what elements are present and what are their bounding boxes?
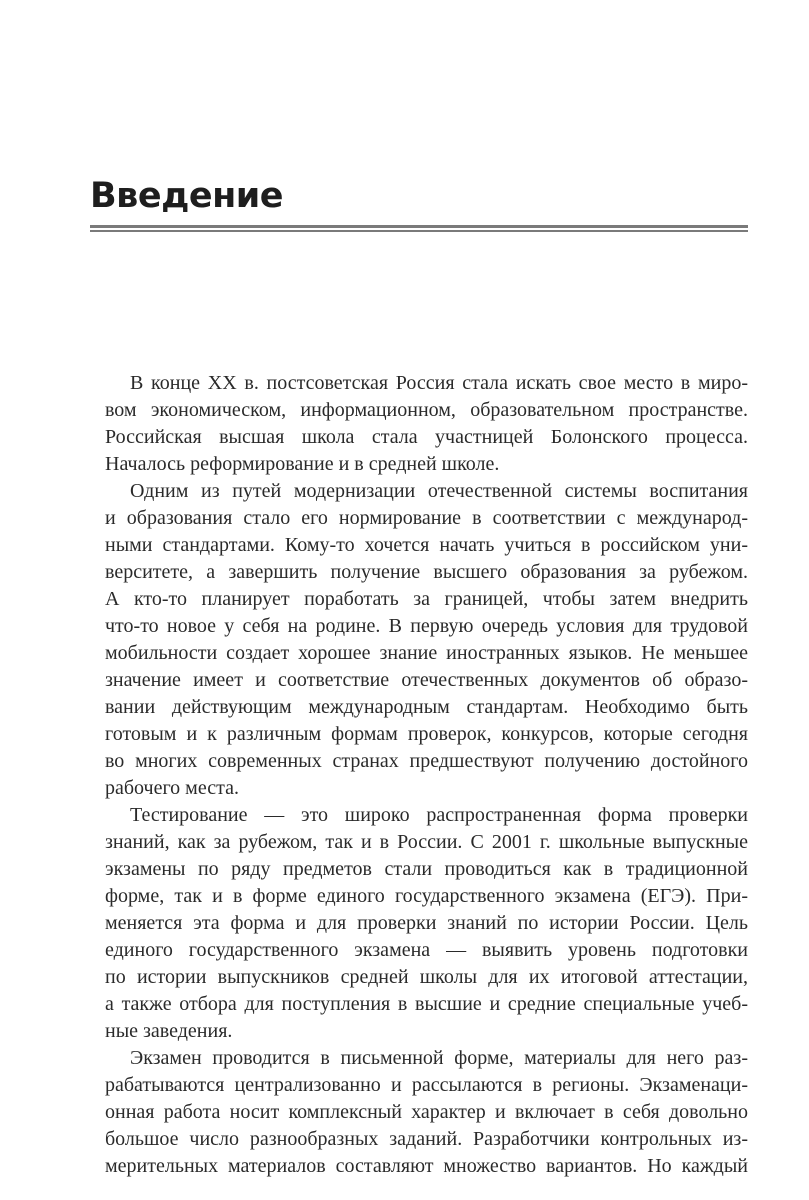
text-line: знаний, как за рубежом, так и в России. С 2001 г. школьные выпускные [105, 831, 748, 853]
text-line: вании действующим международным стандартам. Необходимо быть [105, 696, 748, 718]
text-line: что-то новое у себя на родине. В первую очередь условия для трудовой [105, 615, 748, 637]
text-line: форме, так и в форме единого государственного экзамена (ЕГЭ). При- [105, 885, 748, 907]
title-rule-bottom [90, 230, 748, 232]
text-line: по истории выпускников средней школы для их итоговой аттестации, [105, 966, 748, 988]
body-text [105, 370, 748, 1180]
text-line: меняется эта форма и для проверки знаний по истории России. Цель [105, 912, 748, 934]
text-line: онная работа носит комплексный характер и включает в себя довольно [105, 1101, 748, 1123]
text-line: ными стандартами. Кому-то хочется начать учиться в российском уни- [105, 534, 748, 556]
text-line: А кто-то планирует поработать за границей, чтобы затем внедрить [105, 588, 748, 610]
text-line: Началось реформирование и в средней школе. [105, 453, 500, 475]
text-line: рабочего места. [105, 777, 239, 799]
text-line: готовым и к различным формам проверок, конкурсов, которые сегодня [105, 723, 748, 745]
text-line: Экзамен проводится в письменной форме, материалы для него раз- [130, 1047, 748, 1069]
text-line: мобильности создает хорошее знание иностранных языков. Не меньшее [105, 642, 748, 664]
text-line: единого государственного экзамена — выявить уровень подготовки [105, 939, 748, 961]
text-line: Российская высшая школа стала участницей Болонского процесса. [105, 426, 748, 448]
text-line: В конце XX в. постсоветская Россия стала искать свое место в миро- [130, 372, 748, 394]
text-line: вом экономическом, информационном, образовательном пространстве. [105, 399, 748, 421]
text-line: ные заведения. [105, 1020, 233, 1042]
page-title: Введение [90, 176, 284, 216]
title-rule-top [90, 225, 748, 228]
text-line: верситете, а завершить получение высшего образования за рубежом. [105, 561, 748, 583]
text-line: во многих современных странах предшествуют получению достойного [105, 750, 748, 772]
text-line: Одним из путей модернизации отечественной системы воспитания [130, 480, 748, 502]
text-line: а также отбора для поступления в высшие и средние специальные учеб- [105, 993, 748, 1015]
text-line: Тестирование — это широко распространенная форма проверки [130, 804, 748, 826]
text-line: большое число разнообразных заданий. Разработчики контрольных из- [105, 1128, 748, 1150]
text-line: мерительных материалов составляют множество вариантов. Но каждый [105, 1155, 748, 1177]
text-line: рабатываются централизованно и рассылаются в регионы. Экзаменаци- [105, 1074, 748, 1096]
text-line: экзамены по ряду предметов стали проводиться как в традиционной [105, 858, 748, 880]
text-line: и образования стало его нормирование в соответствии с международ- [105, 507, 748, 529]
text-line: значение имеет и соответствие отечественных документов об образо- [105, 669, 748, 691]
